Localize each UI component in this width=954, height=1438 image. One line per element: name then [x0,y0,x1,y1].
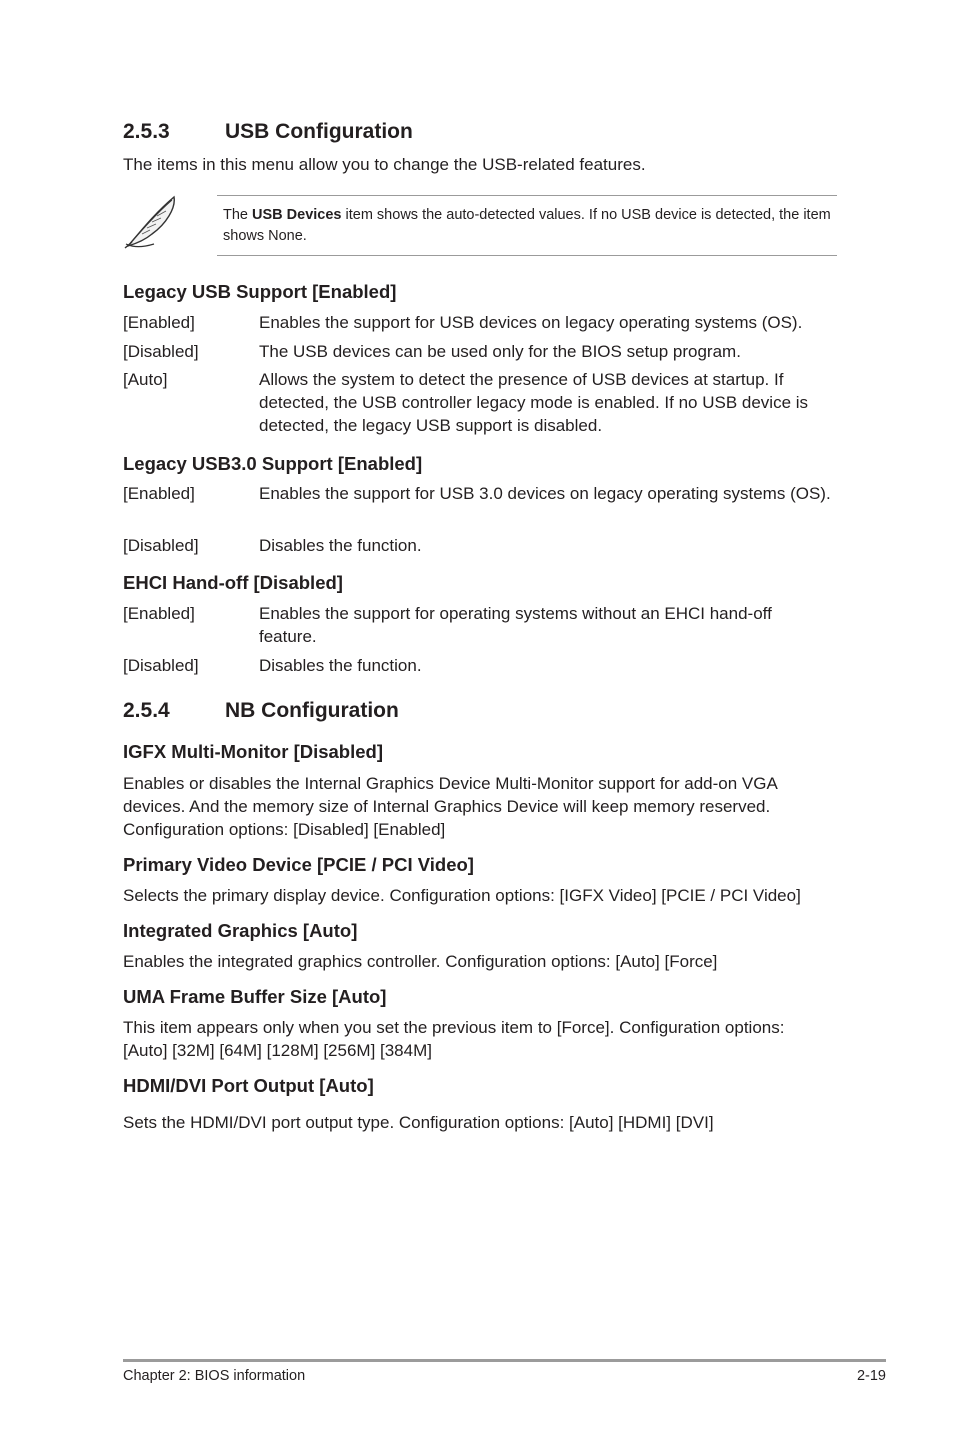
legacy-usb3-title: Legacy USB3.0 Support [Enabled] [123,453,423,474]
hdmi-body: Sets the HDMI/DVI port output type. Configuration options: [Auto] [HDMI] [DVI] [123,1113,714,1132]
option-label: [Enabled] [123,484,195,503]
option-label: [Enabled] [123,313,195,332]
legacy-usb-title: Legacy USB Support [Enabled] [123,281,397,302]
option-desc: Allows the system to detect the presence of USB devices at startup. If detected, the USB controller legacy mode is enabled. If no USB device is detected, the legacy USB support is disabled. [259,370,809,435]
primary-video-title: Primary Video Device [PCIE / PCI Video] [123,854,474,875]
section-intro: The items in this menu allow you to change the USB-related features. [123,155,646,174]
feather-quill-icon [120,194,180,250]
option-label: [Auto] [123,370,168,389]
option-desc: Enables the support for USB 3.0 devices on legacy operating systems (OS). [259,484,831,503]
page-number: 2-19 [856,1368,886,1384]
option-desc: Enables the support for USB devices on legacy operating systems (OS). [259,313,803,332]
option-label: [Disabled] [123,656,199,675]
option-desc: Enables the support for operating systems without an EHCI hand-off feature. [259,604,772,646]
uma-body: This item appears only when you set the previous item to [Force]. Configuration options: [Auto] [32M] [64M] [128M] [256M] [384M] [123,1018,785,1060]
option-label: [Disabled] [123,342,199,361]
igfx-title: IGFX Multi-Monitor [Disabled] [123,741,384,762]
integrated-graphics-body: Enables the integrated graphics controller. Configuration options: [Auto] [Force] [123,952,718,971]
hdmi-title: HDMI/DVI Port Output [Auto] [123,1075,374,1096]
option-desc: The USB devices can be used only for the BIOS setup program. [259,342,741,361]
primary-video-body: Selects the primary display device. Configuration options: [IGFX Video] [PCIE / PCI Video] [123,886,801,905]
section-number: 2.5.3 [123,120,170,143]
note-suffix: item shows the auto-detected values. If no USB device is detected, the item shows None. [223,207,831,244]
option-desc: Disables the function. [259,536,422,555]
integrated-graphics-title: Integrated Graphics [Auto] [123,920,358,941]
note-bottom-rule [217,255,837,256]
igfx-body: Enables or disables the Internal Graphics Device Multi-Monitor support for add-on VGA devices. And the memory size of Internal Graphics Device will keep memory reserved. Configuration options: [Disabled] [Enabled] [123,774,777,839]
section-number: 2.5.4 [123,699,170,722]
option-label: [Disabled] [123,536,199,555]
option-label: [Enabled] [123,604,195,623]
note-text [223,205,833,247]
note-prefix: The [223,207,253,223]
section-title: USB Configuration [225,120,413,143]
option-desc: Disables the function. [259,656,422,675]
note-bold-term: USB Devices [252,207,342,223]
uma-title: UMA Frame Buffer Size [Auto] [123,986,387,1007]
section-title: NB Configuration [225,699,399,722]
footer-rule [123,1359,886,1362]
ehci-title: EHCI Hand-off [Disabled] [123,572,343,593]
footer-chapter: Chapter 2: BIOS information [123,1368,306,1384]
note-top-rule [217,195,837,196]
